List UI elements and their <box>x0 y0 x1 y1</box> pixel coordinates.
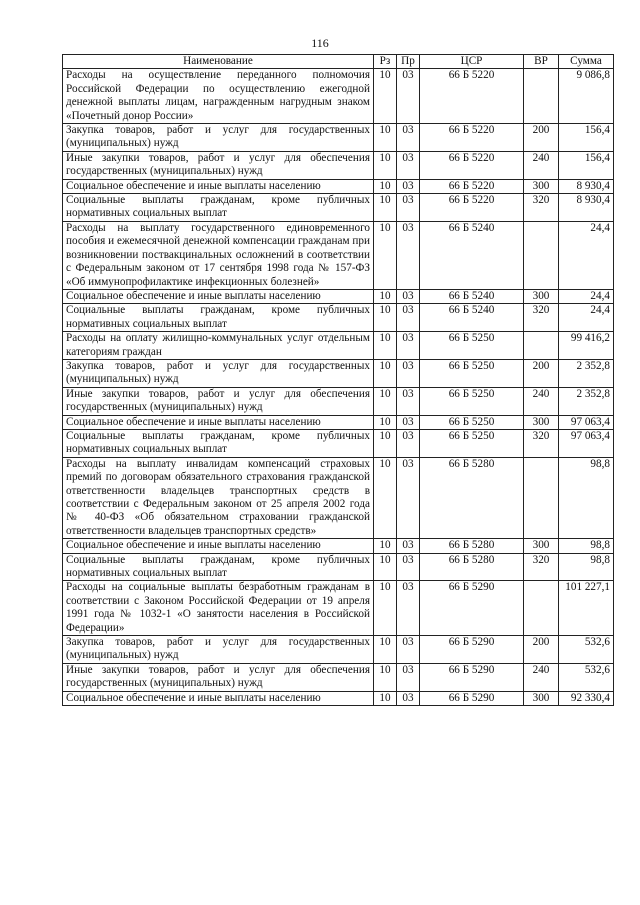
budget-table <box>62 54 614 706</box>
table-row <box>63 304 614 332</box>
row-rz: 10 <box>374 581 397 636</box>
header-rz: Рз <box>374 55 397 69</box>
table-row <box>63 636 614 664</box>
row-sum: 98,8 <box>559 553 614 581</box>
row-csr: 66 Б 5280 <box>420 539 524 553</box>
row-pr: 03 <box>397 332 420 360</box>
row-rz: 10 <box>374 691 397 705</box>
row-csr: 66 Б 5250 <box>420 332 524 360</box>
row-pr: 03 <box>397 124 420 152</box>
table-row <box>63 553 614 581</box>
header-pr: Пр <box>397 55 420 69</box>
table-row <box>63 179 614 193</box>
row-pr: 03 <box>397 663 420 691</box>
row-sum: 156,4 <box>559 151 614 179</box>
row-sum: 2 352,8 <box>559 359 614 387</box>
row-pr: 03 <box>397 289 420 303</box>
header-vr: ВР <box>524 55 559 69</box>
row-csr: 66 Б 5280 <box>420 457 524 538</box>
row-csr: 66 Б 5220 <box>420 124 524 152</box>
row-vr: 240 <box>524 387 559 415</box>
row-sum: 97 063,4 <box>559 429 614 457</box>
row-sum: 98,8 <box>559 457 614 538</box>
table-body <box>63 69 614 706</box>
row-csr: 66 Б 5250 <box>420 415 524 429</box>
row-sum: 92 330,4 <box>559 691 614 705</box>
row-name: Расходы на социальные выплаты безработным гражданам в соответствии с Законом Российской Федерации от 19 апреля 1991 года № 1032-1 «О занятости населения в Российской Федерации» <box>63 581 374 636</box>
row-vr <box>524 69 559 124</box>
row-csr: 66 Б 5290 <box>420 636 524 664</box>
row-vr: 320 <box>524 194 559 222</box>
header-csr: ЦСР <box>420 55 524 69</box>
table-row <box>63 581 614 636</box>
row-name: Социальные выплаты гражданам, кроме публичных нормативных социальных выплат <box>63 429 374 457</box>
row-sum: 9 086,8 <box>559 69 614 124</box>
table-row <box>63 289 614 303</box>
table-row <box>63 415 614 429</box>
row-pr: 03 <box>397 581 420 636</box>
row-vr: 300 <box>524 539 559 553</box>
row-pr: 03 <box>397 221 420 289</box>
row-name: Иные закупки товаров, работ и услуг для обеспечения государственных (муниципальных) нужд <box>63 151 374 179</box>
row-csr: 66 Б 5250 <box>420 359 524 387</box>
row-sum: 98,8 <box>559 539 614 553</box>
row-rz: 10 <box>374 69 397 124</box>
row-rz: 10 <box>374 221 397 289</box>
row-vr: 240 <box>524 151 559 179</box>
row-name: Социальное обеспечение и иные выплаты населению <box>63 691 374 705</box>
row-name: Закупка товаров, работ и услуг для государственных (муниципальных) нужд <box>63 359 374 387</box>
table-row <box>63 359 614 387</box>
row-vr: 200 <box>524 359 559 387</box>
row-vr: 300 <box>524 289 559 303</box>
table-row <box>63 69 614 124</box>
row-name: Социальное обеспечение и иные выплаты населению <box>63 179 374 193</box>
row-pr: 03 <box>397 636 420 664</box>
row-vr <box>524 581 559 636</box>
row-name: Расходы на осуществление переданного полномочия Российской Федерации по осуществлению ежегодной денежной выплаты лицам, награжденным нагрудным знаком «Почетный донор России» <box>63 69 374 124</box>
row-rz: 10 <box>374 359 397 387</box>
row-pr: 03 <box>397 69 420 124</box>
row-rz: 10 <box>374 539 397 553</box>
row-sum: 99 416,2 <box>559 332 614 360</box>
row-name: Социальные выплаты гражданам, кроме публичных нормативных социальных выплат <box>63 553 374 581</box>
row-pr: 03 <box>397 359 420 387</box>
row-pr: 03 <box>397 415 420 429</box>
row-name: Закупка товаров, работ и услуг для государственных (муниципальных) нужд <box>63 636 374 664</box>
row-sum: 24,4 <box>559 221 614 289</box>
row-pr: 03 <box>397 539 420 553</box>
row-rz: 10 <box>374 289 397 303</box>
row-rz: 10 <box>374 179 397 193</box>
table-row <box>63 457 614 538</box>
row-csr: 66 Б 5240 <box>420 304 524 332</box>
row-pr: 03 <box>397 151 420 179</box>
row-csr: 66 Б 5280 <box>420 553 524 581</box>
row-vr: 320 <box>524 304 559 332</box>
row-sum: 156,4 <box>559 124 614 152</box>
row-rz: 10 <box>374 636 397 664</box>
row-rz: 10 <box>374 429 397 457</box>
row-sum: 97 063,4 <box>559 415 614 429</box>
row-vr: 320 <box>524 553 559 581</box>
row-rz: 10 <box>374 304 397 332</box>
row-pr: 03 <box>397 553 420 581</box>
row-sum: 532,6 <box>559 663 614 691</box>
row-rz: 10 <box>374 151 397 179</box>
page-number: 116 <box>311 36 329 50</box>
row-vr: 300 <box>524 415 559 429</box>
row-csr: 66 Б 5290 <box>420 691 524 705</box>
row-csr: 66 Б 5290 <box>420 663 524 691</box>
row-csr: 66 Б 5240 <box>420 289 524 303</box>
row-rz: 10 <box>374 553 397 581</box>
row-rz: 10 <box>374 124 397 152</box>
row-rz: 10 <box>374 332 397 360</box>
table-row <box>63 332 614 360</box>
row-vr: 320 <box>524 429 559 457</box>
row-rz: 10 <box>374 194 397 222</box>
row-name: Социальные выплаты гражданам, кроме публичных нормативных социальных выплат <box>63 304 374 332</box>
row-sum: 8 930,4 <box>559 194 614 222</box>
row-pr: 03 <box>397 429 420 457</box>
row-sum: 532,6 <box>559 636 614 664</box>
row-name: Социальное обеспечение и иные выплаты населению <box>63 539 374 553</box>
row-vr: 200 <box>524 124 559 152</box>
row-csr: 66 Б 5290 <box>420 581 524 636</box>
row-csr: 66 Б 5220 <box>420 194 524 222</box>
row-rz: 10 <box>374 663 397 691</box>
table-row <box>63 221 614 289</box>
row-csr: 66 Б 5240 <box>420 221 524 289</box>
header-sum: Сумма <box>559 55 614 69</box>
row-pr: 03 <box>397 457 420 538</box>
row-pr: 03 <box>397 194 420 222</box>
table-row <box>63 539 614 553</box>
row-sum: 8 930,4 <box>559 179 614 193</box>
row-vr: 240 <box>524 663 559 691</box>
row-vr <box>524 332 559 360</box>
table-row <box>63 387 614 415</box>
row-name: Иные закупки товаров, работ и услуг для обеспечения государственных (муниципальных) нужд <box>63 387 374 415</box>
row-rz: 10 <box>374 457 397 538</box>
table-header-row <box>63 55 614 69</box>
row-csr: 66 Б 5220 <box>420 69 524 124</box>
row-vr: 200 <box>524 636 559 664</box>
row-vr <box>524 457 559 538</box>
row-name: Расходы на оплату жилищно-коммунальных услуг отдельным категориям граждан <box>63 332 374 360</box>
row-sum: 101 227,1 <box>559 581 614 636</box>
row-csr: 66 Б 5220 <box>420 151 524 179</box>
row-name: Закупка товаров, работ и услуг для государственных (муниципальных) нужд <box>63 124 374 152</box>
table-row <box>63 429 614 457</box>
row-csr: 66 Б 5220 <box>420 179 524 193</box>
row-pr: 03 <box>397 691 420 705</box>
row-pr: 03 <box>397 304 420 332</box>
row-name: Иные закупки товаров, работ и услуг для обеспечения государственных (муниципальных) нужд <box>63 663 374 691</box>
row-name: Расходы на выплату государственного единовременного пособия и ежемесячной денежной компенсации гражданам при возникновении поствакцинальных осложнений в соответствии с Федеральным законом от 17 сентября 1998 года № 157-ФЗ «Об иммунопрофилактике инфекционных болезней» <box>63 221 374 289</box>
row-csr: 66 Б 5250 <box>420 429 524 457</box>
row-name: Социальное обеспечение и иные выплаты населению <box>63 415 374 429</box>
row-vr: 300 <box>524 179 559 193</box>
row-sum: 2 352,8 <box>559 387 614 415</box>
table-row <box>63 194 614 222</box>
row-rz: 10 <box>374 415 397 429</box>
row-sum: 24,4 <box>559 304 614 332</box>
row-vr: 300 <box>524 691 559 705</box>
table-row <box>63 124 614 152</box>
row-sum: 24,4 <box>559 289 614 303</box>
table-row <box>63 691 614 705</box>
row-rz: 10 <box>374 387 397 415</box>
header-name: Наименование <box>63 55 374 69</box>
row-pr: 03 <box>397 387 420 415</box>
row-csr: 66 Б 5250 <box>420 387 524 415</box>
table-row <box>63 663 614 691</box>
row-name: Социальные выплаты гражданам, кроме публичных нормативных социальных выплат <box>63 194 374 222</box>
row-name: Расходы на выплату инвалидам компенсаций страховых премий по договорам обязательного страхования гражданской ответственности владельцев транспортных средств в соответствии с Федеральным законом от 25 апреля 2002 года № 40-ФЗ «Об обязательном страховании гражданской ответственности владельцев транспортных средств» <box>63 457 374 538</box>
row-pr: 03 <box>397 179 420 193</box>
row-name: Социальное обеспечение и иные выплаты населению <box>63 289 374 303</box>
table-row <box>63 151 614 179</box>
row-vr <box>524 221 559 289</box>
